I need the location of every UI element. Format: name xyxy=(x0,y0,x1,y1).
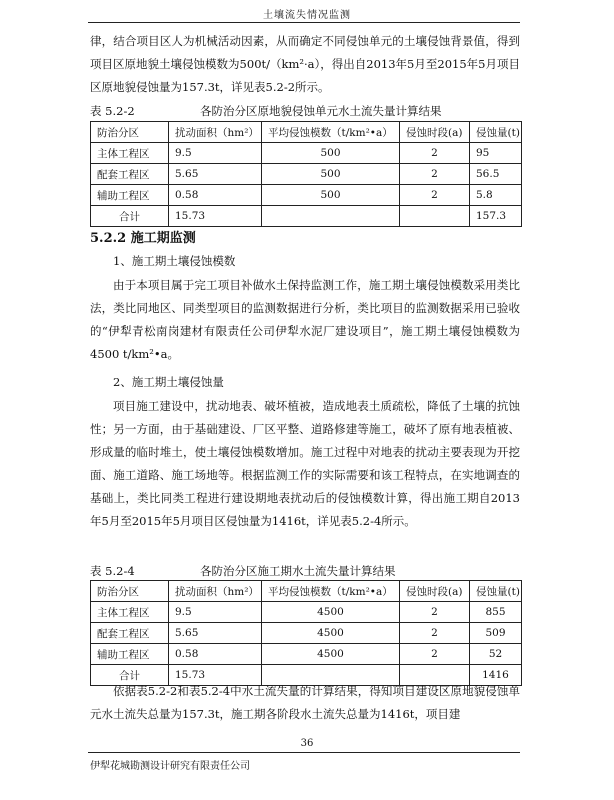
table-cell: 52 xyxy=(470,644,522,665)
table-row xyxy=(91,602,522,623)
table-cell: 辅助工程区 xyxy=(91,644,169,665)
table-cell: 辅助工程区 xyxy=(91,185,169,206)
table2-caption-text: 各防治分区施工期水土流失量计算结果 xyxy=(200,564,396,578)
table-row xyxy=(91,143,522,164)
table1-header-cell: 防治分区 xyxy=(91,122,169,143)
subheading-2-block xyxy=(90,371,520,394)
table-cell: 4500 xyxy=(262,623,400,644)
paragraph-1 xyxy=(90,274,520,366)
table-row xyxy=(91,644,522,665)
table-cell: 2 xyxy=(400,164,470,185)
table-cell: 配套工程区 xyxy=(91,623,169,644)
subheading-1: 1、施工期土壤侵蚀模数 xyxy=(113,254,236,268)
table2-header-cell: 平均侵蚀模数（t/km²•a） xyxy=(262,581,400,602)
table-cell: 5.65 xyxy=(169,623,262,644)
table-cell: 9.5 xyxy=(169,143,262,164)
table1 xyxy=(90,121,522,227)
paragraph-2-text: 项目施工建设中，扰动地表、破坏植被，造成地表土质疏松，降低了土壤的抗蚀性；另一方面，由于基础建设、厂区平整、道路修建等施工，破坏了原有地表植被、形成量的临时堆土，使土壤侵蚀模数增加。施工过程中对地表的扰动主要表现为开挖面、施工道路、施工场地等。根据监测工作的实际需要和该工程特点，在实地调查的基础上，类比同类工程进行建设期地表扰动后的侵蚀模数计算，得出施工期自2013年5月至2015年5月项目区侵蚀量为1416t，详见表5.2-4所示。 xyxy=(90,399,520,528)
page-number: 36 xyxy=(300,738,314,749)
table-row xyxy=(91,623,522,644)
footer-divider xyxy=(88,752,520,753)
subheading-1-block xyxy=(90,250,520,273)
table-cell: 855 xyxy=(470,602,522,623)
table2-header-cell: 侵蚀量(t) xyxy=(470,581,522,602)
table1-header-cell: 侵蚀量(t) xyxy=(470,122,522,143)
table2-header-cell: 防治分区 xyxy=(91,581,169,602)
table-cell: 5.8 xyxy=(470,185,522,206)
table-cell: 2 xyxy=(400,623,470,644)
table-cell: 4500 xyxy=(262,644,400,665)
footer-company: 伊犁花城勘测设计研究有限责任公司 xyxy=(90,761,250,772)
table2-header-cell: 侵蚀时段(a) xyxy=(400,581,470,602)
table-cell: 157.3 xyxy=(470,206,522,227)
intro-text: 律，结合项目区人为机械活动因素，从而确定不同侵蚀单元的土壤侵蚀背景值，得到项目区原地貌土壤侵蚀模数为500t/（km²·a），得出自2013年5月至2015年5月项目区原地貌侵蚀量为157.3t，详见表5.2-2所示。 xyxy=(90,34,520,94)
header-divider xyxy=(88,22,520,23)
table-cell: 主体工程区 xyxy=(91,602,169,623)
page-header-title: 土壤流失情况监测 xyxy=(263,10,351,21)
table-cell: 15.73 xyxy=(169,665,262,686)
table1-caption xyxy=(90,103,520,119)
table-cell: 56.5 xyxy=(470,164,522,185)
table-cell: 0.58 xyxy=(169,185,262,206)
table-cell: 509 xyxy=(470,623,522,644)
table-cell: 500 xyxy=(262,185,400,206)
table-cell: 合计 xyxy=(91,206,169,227)
table-cell: 95 xyxy=(470,143,522,164)
table-cell: 1416 xyxy=(470,665,522,686)
paragraph-3 xyxy=(90,680,520,726)
table-cell xyxy=(262,206,400,227)
table-cell: 500 xyxy=(262,164,400,185)
table2-header-row xyxy=(91,581,522,602)
table-cell: 500 xyxy=(262,143,400,164)
table-cell xyxy=(400,206,470,227)
table-cell: 主体工程区 xyxy=(91,143,169,164)
table2-header-cell: 扰动面积（hm²） xyxy=(169,581,262,602)
table-cell: 5.65 xyxy=(169,164,262,185)
intro-paragraph xyxy=(90,30,520,99)
table1-header-row xyxy=(91,122,522,143)
table-cell: 15.73 xyxy=(169,206,262,227)
subheading-2: 2、施工期土壤侵蚀量 xyxy=(113,375,224,389)
table1-header-cell: 平均侵蚀模数（t/km²•a） xyxy=(262,122,400,143)
table-cell: 2 xyxy=(400,644,470,665)
table1-header-cell: 侵蚀时段(a) xyxy=(400,122,470,143)
table1-number: 表 5.2-2 xyxy=(90,104,135,118)
table2 xyxy=(90,580,522,686)
table-total-row xyxy=(91,206,522,227)
table-cell: 2 xyxy=(400,602,470,623)
paragraph-1-text: 由于本项目属于完工项目补做水土保持监测工作，施工期土壤侵蚀模数采用类比法，类比同地区、同类型项目的监测数据进行分析，类比项目的监测数据采用已验收的“伊犁青松南岗建材有限责任公司伊犁水泥厂建设项目”，施工期土壤侵蚀模数为4500 t/km²•a。 xyxy=(90,278,520,361)
table2-caption xyxy=(90,563,520,579)
table-cell: 2 xyxy=(400,143,470,164)
table-cell: 0.58 xyxy=(169,644,262,665)
section-title: 5.2.2 施工期监测 xyxy=(90,231,196,246)
table-cell: 配套工程区 xyxy=(91,164,169,185)
table-cell: 合计 xyxy=(91,665,169,686)
table1-caption-text: 各防治分区原地貌侵蚀单元水土流失量计算结果 xyxy=(200,104,442,118)
table-cell: 9.5 xyxy=(169,602,262,623)
table-row xyxy=(91,164,522,185)
paragraph-3-text: 依据表5.2-2和表5.2-4中水土流失量的计算结果，得知项目建设区原地貌侵蚀单元水土流失总量为157.3t，施工期各阶段水土流失总量为1416t，项目建 xyxy=(90,684,520,721)
table1-header-cell: 扰动面积（hm²） xyxy=(169,122,262,143)
table2-number: 表 5.2-4 xyxy=(90,564,135,578)
paragraph-2 xyxy=(90,395,520,533)
table-cell: 4500 xyxy=(262,602,400,623)
table-cell: 2 xyxy=(400,185,470,206)
table-row xyxy=(91,185,522,206)
